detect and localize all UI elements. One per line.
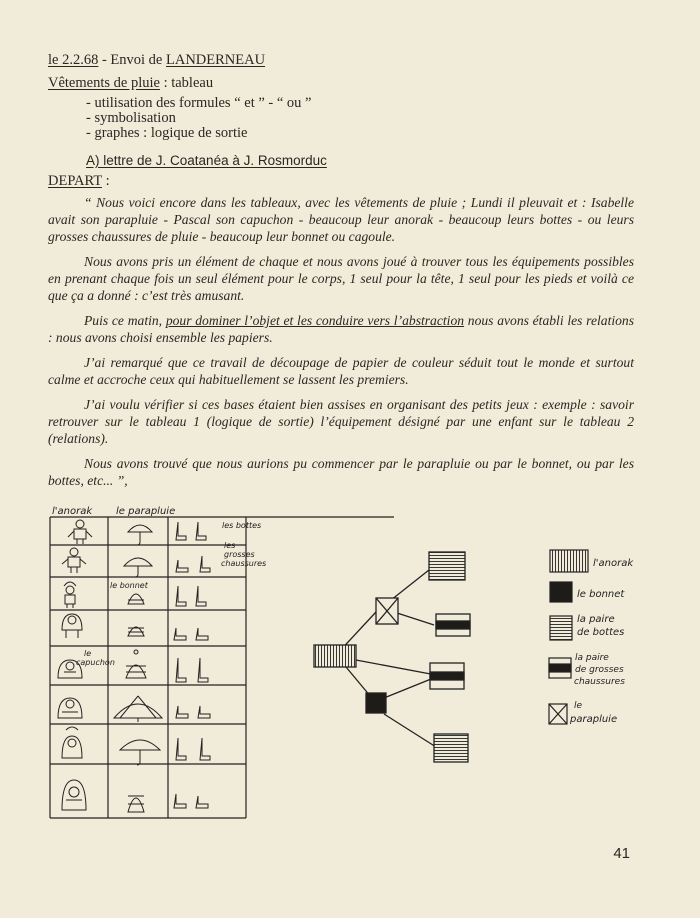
legend-label: l'anorak (593, 558, 634, 569)
relation-graph (314, 552, 470, 762)
subject-rest: : tableau (159, 75, 214, 91)
bonnet-icon (126, 650, 146, 678)
node-bonnet (366, 693, 386, 713)
subject-line (48, 75, 213, 92)
paragraph: J’ai remarqué que ce travail de découpage de papier de couleur séduit tout le monde et surtout calme et accroche ceux qui habituellement se lassent les premiers. (48, 355, 634, 387)
hood-person-icon (62, 614, 82, 638)
shoes-icon (174, 628, 208, 640)
shoes-icon (174, 794, 208, 808)
node-chaussures (436, 614, 470, 636)
underlined-phrase: pour dominer l’objet et les conduire vers l’abstraction (165, 313, 465, 328)
paragraph: “ Nous voici encore dans les tableaux, avec les vêtements de pluie ; Lundi il pleuvait et : Isabelle avait son parapluie - Pascal son capuchon - beaucoup leur anorak - beaucoup leurs bottes - ou leurs grosses chaussures de pluie - beaucoup leur bonnet ou cagoule. (48, 195, 634, 244)
graph-edge (384, 677, 436, 698)
head-icons (114, 525, 162, 812)
graph-edge (356, 660, 436, 675)
place: LANDERNEAU (166, 52, 266, 68)
legend-label: la paire (577, 614, 615, 625)
node-chaussures (430, 663, 464, 689)
subject-title: Vêtements de pluie (48, 75, 160, 91)
legend-label: le bonnet (577, 589, 625, 600)
umbrella-icon (124, 558, 152, 577)
boots-icon (176, 658, 208, 682)
depart-colon: : (101, 173, 110, 189)
label-grosses: les (224, 541, 236, 550)
letter-body (48, 194, 634, 497)
label-grosses: grosses (224, 550, 255, 559)
date-line-rest: - Envoi de (98, 52, 166, 68)
umbrella-icon (128, 525, 152, 545)
hood-person-icon (62, 780, 86, 810)
paragraph-part: nous avons établi les relations : nous avons choisi ensemble les papiers. (48, 313, 635, 345)
legend-parapluie-swatch (549, 704, 567, 724)
depart-line (48, 173, 110, 190)
figure-tables (44, 500, 664, 830)
letter-line: A) lettre de J. Coatanéa à J. Rosmorduc (86, 153, 327, 168)
page-number: 41 (613, 845, 630, 862)
node-anorak (314, 645, 356, 667)
legend-chaussures-swatch (549, 658, 571, 678)
legend-label: de grosses (575, 665, 624, 675)
header-anorak: l'anorak (52, 506, 93, 517)
umbrella-icon (114, 696, 162, 722)
paragraph: Nous avons trouvé que nous aurions pu commencer par le parapluie ou par le bonnet, ou par les bottes, etc... ”, (48, 456, 634, 488)
node-bottes (429, 552, 465, 580)
feet-icons (174, 522, 210, 808)
bonnet-icon (128, 594, 144, 604)
boots-icon (176, 586, 206, 606)
list-item: - utilisation des formules “ et ” - “ ou ” (86, 95, 312, 111)
list-item: - graphes : logique de sortie (86, 125, 248, 141)
label-bonnet: le bonnet (110, 581, 148, 590)
shoes-icon (176, 556, 210, 572)
legend-label: le (574, 701, 583, 711)
boots-icon (176, 522, 206, 540)
anorak-person-icon (68, 520, 92, 544)
paragraph: Nous avons pris un élément de chaque et nous avons joué à trouver tous les équipements possibles en prenant chaque fois un seul élément pour le corps, 1 seul pour la tête, 1 seul pour les pieds et voilà ce que ça a donné : c’est très amusant. (48, 254, 634, 303)
legend-bottes-swatch (550, 616, 572, 640)
legend-anorak-swatch (550, 550, 588, 572)
node-parapluie (376, 598, 398, 624)
legend-label: chaussures (574, 677, 625, 687)
label-capuchon: capuchon (76, 658, 115, 667)
anorak-person-icon (62, 548, 86, 573)
shoes-icon (176, 706, 210, 718)
label-capuchon: le (84, 649, 92, 658)
paragraph: J’ai voulu vérifier si ces bases étaient bien assises en organisant des petits jeux : exemple : savoir retrouver sur le tableau 1 (logique de sortie) l’équipement désigné par une enfant sur le tableau 2 (relations). (48, 397, 634, 446)
list-item: - symbolisation (86, 110, 176, 126)
graph-edge (384, 714, 436, 747)
bonnet-icon (128, 627, 144, 636)
graph-edge (394, 612, 434, 625)
legend-bonnet-swatch (550, 582, 572, 602)
legend-label: parapluie (570, 714, 618, 725)
date: le 2.2.68 (48, 52, 99, 68)
bonnet-person-icon (64, 582, 76, 608)
boots-icon (176, 738, 210, 760)
formula-list (86, 96, 312, 141)
legend-label: de bottes (577, 627, 625, 638)
header-parapluie: le parapluie (116, 506, 176, 517)
paragraph (48, 312, 634, 346)
date-line (48, 52, 265, 69)
legend-label: la paire (575, 653, 609, 663)
node-bottes (434, 734, 468, 762)
label-bottes: les bottes (222, 521, 262, 530)
paragraph-part: Puis ce matin, (84, 313, 166, 328)
capuchon-person-icon (58, 698, 82, 718)
depart: DEPART (48, 173, 102, 189)
umbrella-icon (120, 740, 160, 765)
bonnet-icon (128, 796, 144, 812)
bonnet-person-icon (62, 727, 82, 758)
label-chaussures: chaussures (221, 559, 267, 568)
